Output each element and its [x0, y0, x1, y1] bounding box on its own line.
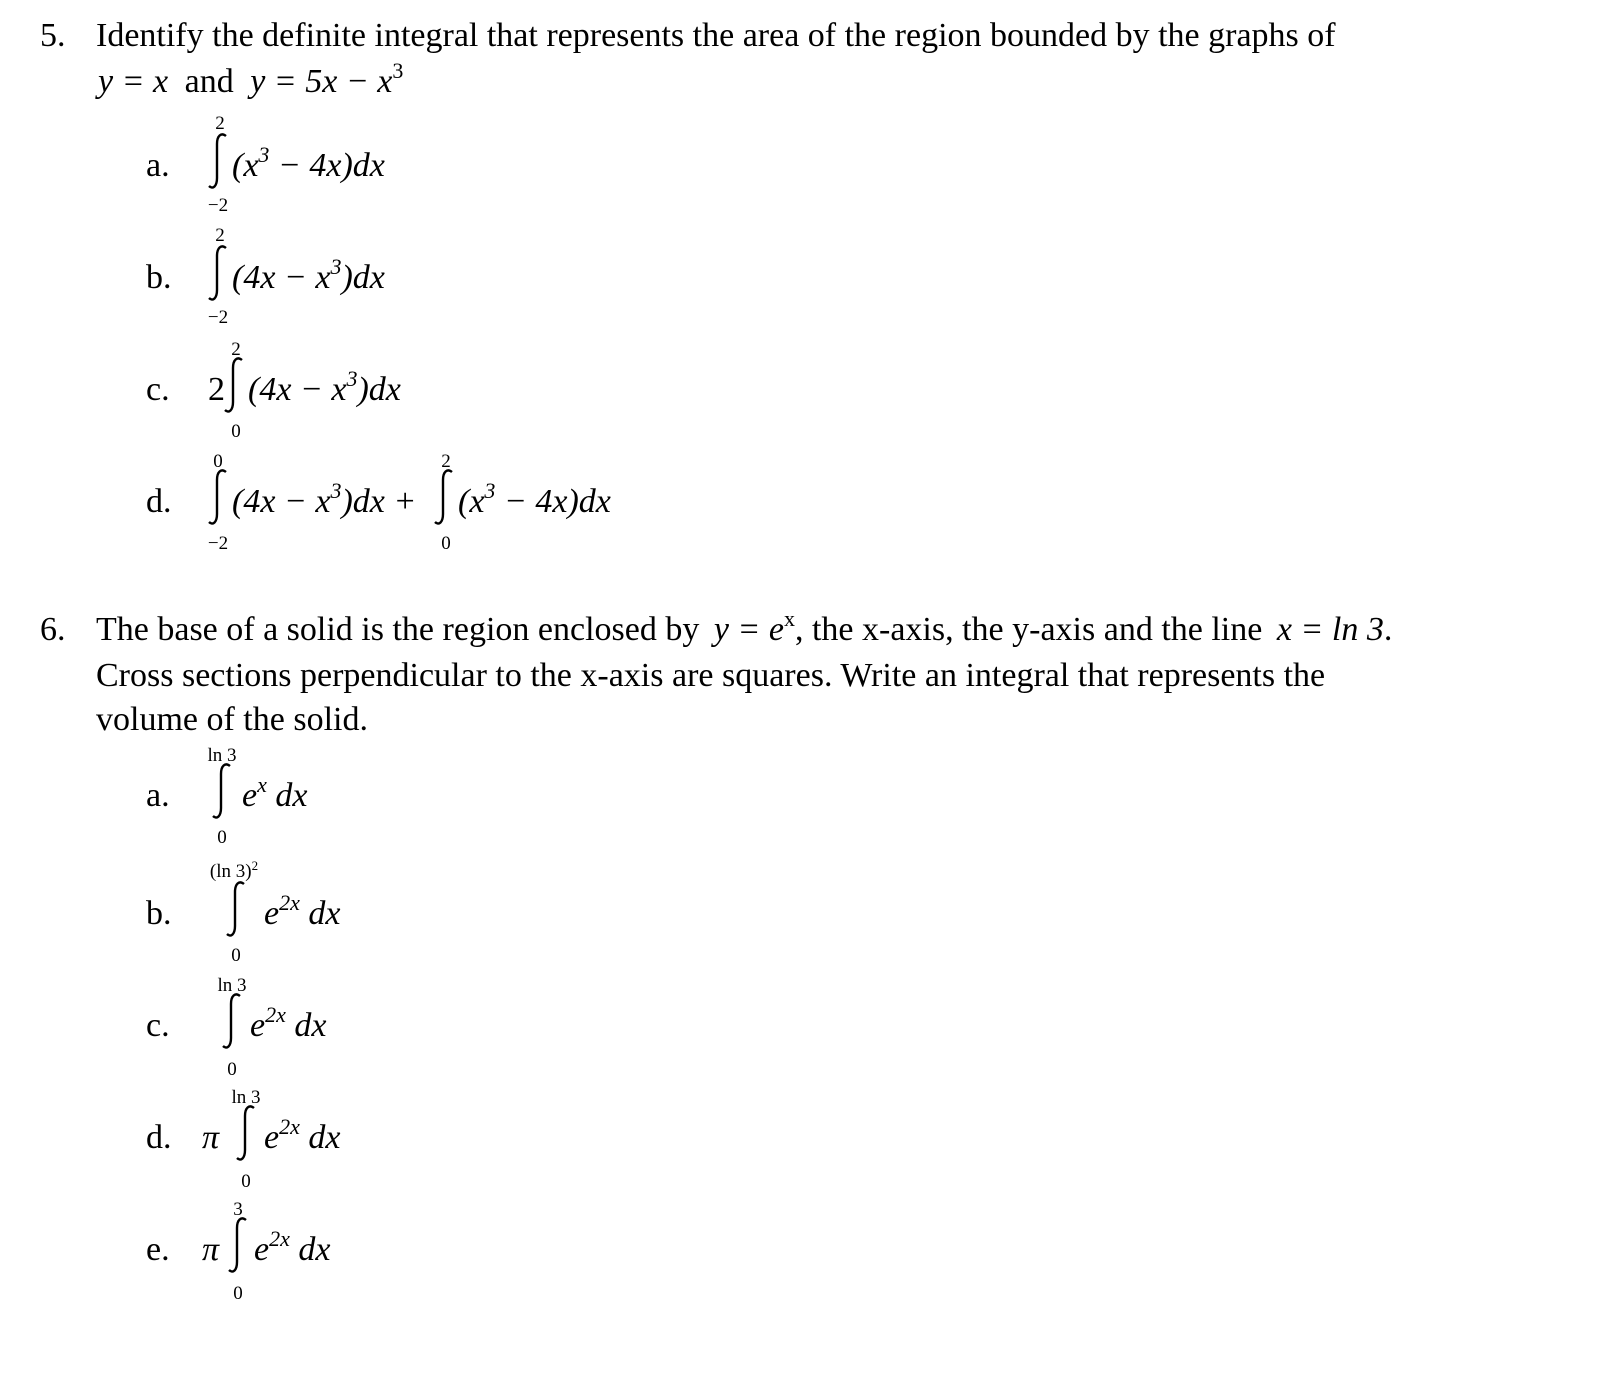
q5-option-a-label[interactable]: a. [146, 147, 170, 184]
q5-d-upper-limit-2: 2 [441, 451, 451, 472]
integrand-exponent: 3 [346, 366, 358, 391]
integrand-exponent: x [257, 772, 267, 797]
equation-curve-exponent: 3 [392, 58, 404, 83]
integrand-text: (4x − x [232, 259, 331, 296]
question-6-number: 6. [40, 611, 66, 648]
question-6-text-b: , the x-axis, the y-axis and the line [794, 611, 1263, 648]
q5-b-integrand [232, 254, 385, 301]
q6-option-b-label[interactable]: b. [146, 895, 172, 932]
q6-a-lower-limit: 0 [217, 827, 227, 848]
integrand-rest: dx [299, 895, 341, 932]
integral-sign-icon [204, 132, 234, 190]
q6-e-pi-coefficient: π [202, 1231, 220, 1268]
q6-e-integrand [254, 1226, 331, 1273]
question-6-line-2: Cross sections perpendicular to the x-axis are squares. Write an integral that represents the [96, 657, 1326, 694]
q5-b-upper-limit: 2 [215, 225, 225, 246]
q5-option-d-label[interactable]: d. [146, 483, 172, 520]
equation-line: y = x [98, 63, 169, 100]
integral-sign-icon [208, 762, 238, 820]
question-6-period: . [1383, 611, 1393, 648]
q5-d-lower-limit: −2 [207, 533, 229, 554]
integral-sign-icon [222, 880, 252, 938]
integral-sign-icon [232, 1104, 262, 1162]
q6-d-integrand [264, 1114, 341, 1161]
integrand-exponent: 2x [269, 1226, 290, 1251]
question-6-text-a: The base of a solid is the region enclosed by [96, 611, 700, 648]
question-6-line-3: volume of the solid. [96, 701, 368, 738]
q5-a-upper-limit: 2 [215, 113, 225, 134]
q5-a-lower-limit: −2 [207, 195, 229, 216]
q6-c-integrand [250, 1002, 327, 1049]
q6-option-e-label[interactable]: e. [146, 1231, 170, 1268]
q6-d-lower-limit: 0 [241, 1171, 251, 1192]
integral-sign-icon [204, 244, 234, 302]
integrand-rest: dx [266, 777, 308, 814]
q5-option-c-label[interactable]: c. [146, 371, 170, 408]
q6-c-lower-limit: 0 [227, 1059, 237, 1080]
integrand-rest: − 4x)dx [495, 483, 611, 520]
question-6-line-1 [96, 608, 1392, 655]
q6-d-upper-limit: ln 3 [231, 1087, 261, 1108]
integral-sign-icon [220, 356, 250, 414]
integrand-rest: dx [299, 1119, 341, 1156]
integrand-base: e [264, 1119, 280, 1156]
q5-d-upper-limit: 0 [213, 451, 223, 472]
integral-sign-icon [204, 468, 234, 526]
integrand-base: e [242, 777, 258, 814]
q5-d-integrand-first [232, 478, 417, 525]
integrand-base: e [254, 1231, 270, 1268]
integral-sign-icon [430, 468, 460, 526]
q6-d-pi-coefficient: π [202, 1119, 220, 1156]
q6-option-d-label[interactable]: d. [146, 1119, 172, 1156]
q5-d-integrand-second [458, 478, 611, 525]
upper-limit-exponent: 2 [251, 858, 259, 873]
integrand-exponent: 2x [279, 1114, 300, 1139]
integrand-exponent: 2x [279, 890, 300, 915]
integrand-base: e [264, 895, 280, 932]
integrand-base: e [250, 1007, 266, 1044]
integrand-text: (x [232, 147, 259, 184]
q5-b-lower-limit: −2 [207, 307, 229, 328]
integrand-text: (4x − x [248, 371, 347, 408]
integrand-rest: )dx [341, 259, 385, 296]
integrand-exponent: 3 [330, 254, 342, 279]
question-5-number: 5. [40, 17, 66, 54]
q5-option-b-label[interactable]: b. [146, 259, 172, 296]
integrand-exponent: 3 [484, 478, 496, 503]
q6-e-lower-limit: 0 [233, 1283, 243, 1304]
q5-d-lower-limit-2: 0 [441, 533, 451, 554]
question-5-text: Identify the definite integral that represents the area of the region bounded by the graphs of [96, 17, 1336, 54]
q6-b-integrand [264, 890, 341, 937]
q6-option-c-label[interactable]: c. [146, 1007, 170, 1044]
q6-a-integrand [242, 772, 308, 819]
integrand-rest: )dx + [341, 483, 417, 520]
integrand-rest: )dx [357, 371, 401, 408]
integrand-exponent: 3 [330, 478, 342, 503]
integrand-exponent: 2x [265, 1002, 286, 1027]
integrand-rest: − 4x)dx [269, 147, 385, 184]
integrand-rest: dx [289, 1231, 331, 1268]
question-6-eq-line: x = ln 3 [1276, 611, 1384, 648]
q5-c-integrand [248, 366, 401, 413]
q5-c-lower-limit: 0 [231, 421, 241, 442]
q5-c-coefficient: 2 [208, 371, 225, 408]
q6-option-a-label[interactable]: a. [146, 777, 170, 814]
question-6-eq-exp-exponent: x [783, 606, 795, 631]
integrand-text: (x [458, 483, 485, 520]
question-5-equations [98, 58, 404, 105]
upper-limit-text: (ln 3) [209, 861, 252, 882]
q6-c-upper-limit: ln 3 [217, 975, 247, 996]
q5-c-upper-limit: 2 [231, 339, 241, 360]
integral-sign-icon [218, 992, 248, 1050]
q6-b-lower-limit: 0 [231, 945, 241, 966]
integrand-rest: dx [285, 1007, 327, 1044]
and-word: and [184, 63, 234, 100]
integrand-exponent: 3 [258, 142, 270, 167]
q6-a-upper-limit: ln 3 [207, 745, 237, 766]
integrand-text: (4x − x [232, 483, 331, 520]
integral-sign-icon [224, 1216, 254, 1274]
equation-curve: y = 5x − x [250, 63, 393, 100]
q6-e-upper-limit: 3 [233, 1199, 243, 1220]
question-6-eq-exp: y = e [713, 611, 784, 648]
q5-a-integrand [232, 142, 385, 189]
